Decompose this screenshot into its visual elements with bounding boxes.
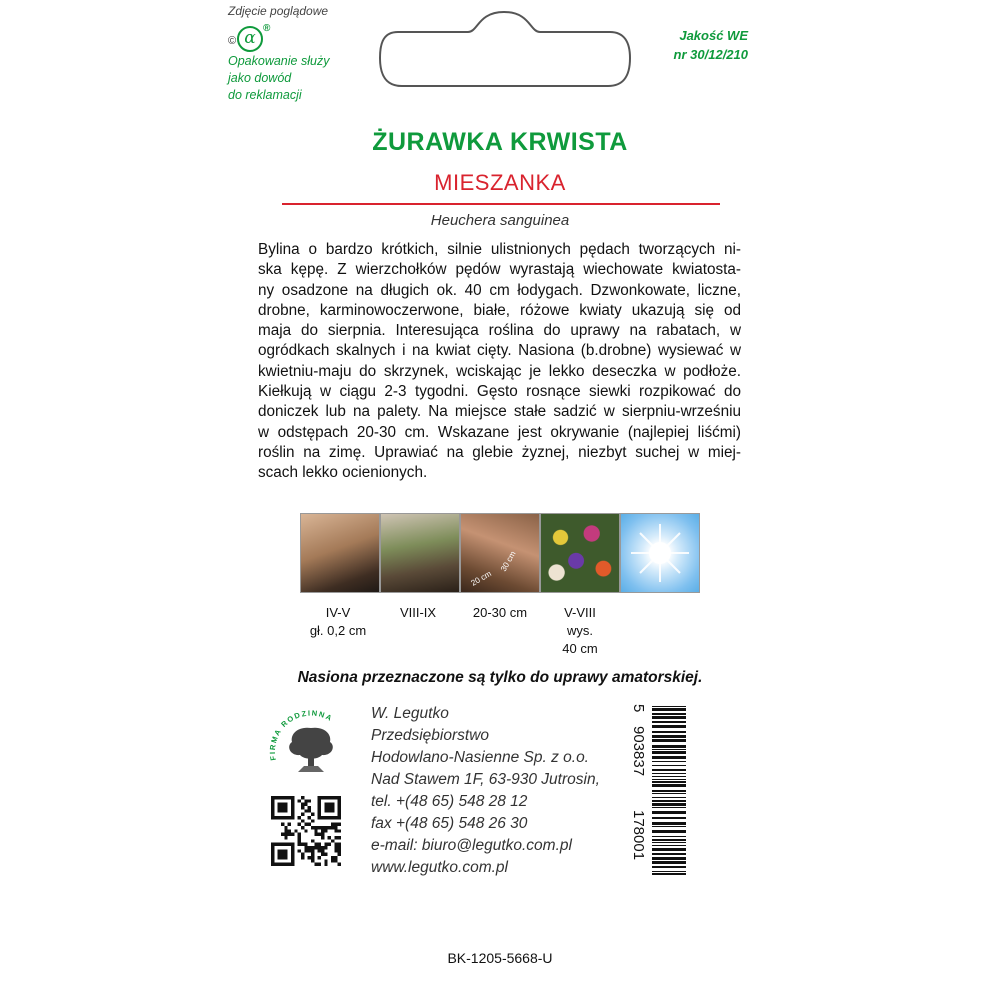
sowing-photo (300, 513, 380, 593)
description-line: doniczek lub na palety. Na miejsce stałe sadzić w sierpniu-wrześniu (258, 403, 741, 421)
company-name: W. Legutko (371, 705, 449, 722)
description-line: scach lekko ocienionych. (258, 464, 428, 482)
ean-barcode (628, 702, 686, 878)
barcode-bar (652, 735, 686, 738)
barcode-bar (652, 800, 686, 802)
amateur-use-note: Nasiona przeznaczone są tylko do uprawy amatorskiej. (297, 669, 703, 686)
description-line: drobne, karminowoczerwone, białe, różowe kwiaty ukazują się od (258, 301, 741, 319)
family-company-logo (268, 700, 354, 780)
barcode-bar (652, 731, 686, 733)
barcode-bar (652, 725, 686, 728)
complaint-note (228, 53, 368, 104)
barcode-bar (652, 751, 686, 754)
barcode-bar (652, 853, 686, 855)
photo-note: Zdjęcie poglądowe (228, 4, 329, 18)
family-logo-text: FIRMA RODZINNA (268, 708, 335, 762)
barcode-bar (652, 749, 686, 750)
registered-mark: ® (263, 23, 271, 34)
barcode-bar (652, 708, 686, 711)
barcode-bar (652, 756, 686, 759)
barcode-bar (652, 836, 686, 837)
company-phone: tel. +(48 65) 548 28 12 (371, 793, 528, 810)
barcode-bar (652, 745, 686, 748)
company-address: Nad Stawem 1F, 63-930 Jutrosin, (371, 771, 600, 788)
barcode-bars (652, 706, 686, 875)
product-title: ŻURAWKA KRWISTA (372, 128, 628, 156)
title-divider (282, 203, 720, 205)
barcode-bar (652, 765, 686, 766)
sowing-label-line: gł. 0,2 cm (309, 623, 367, 638)
document-code: BK-1205-5668-U (447, 950, 553, 966)
flowers-photo (540, 513, 620, 593)
transplant-label (378, 604, 458, 622)
company-email: e-mail: biuro@legutko.com.pl (371, 837, 572, 854)
description-line: ny osadzone na długich ok. 40 cm łodygach. Dzwonkowate, liczne, (258, 281, 741, 299)
alpha-letter: α (237, 26, 263, 52)
barcode-bar (652, 769, 686, 771)
barcode-bar (652, 739, 686, 742)
company-type-2: Hodowlano-Nasienne Sp. z o.o. (371, 749, 589, 766)
product-subtitle: MIESZANKA (434, 170, 566, 195)
barcode-bar (652, 857, 686, 860)
description-line: w odstępach 20-30 cm. Wskazane jest okrywanie (najlepiej liśćmi) (258, 423, 741, 441)
flowering-label (540, 604, 620, 658)
barcode-bar (652, 830, 686, 833)
barcode-bar (652, 811, 686, 814)
barcode-bar (652, 842, 686, 843)
description-line: maja do sierpnia. Interesująca roślina do uprawy na rabatach, w (258, 322, 741, 340)
barcode-bar (652, 779, 686, 780)
barcode-bar (652, 873, 686, 875)
alpha-logo (228, 23, 288, 52)
qr-code (270, 796, 342, 866)
quality-note-line: nr 30/12/210 (673, 47, 748, 62)
barcode-bar (652, 793, 686, 794)
description-line: kwietniu-maju do skrzynek, wciskając je lekko deseczka w podłoże. (258, 362, 741, 380)
barcode-bar (652, 839, 686, 841)
sowing-label-line: IV-V (325, 605, 351, 620)
barcode-bar (652, 784, 686, 787)
barcode-bar (652, 803, 686, 806)
barcode-bar (652, 797, 686, 798)
barcode-bar (652, 866, 686, 868)
description-line: roślin na zimę. Uprawiać na glebie żyznej, niezbyt suchej w miej- (258, 443, 741, 461)
spacing-photo (460, 513, 540, 593)
description (258, 240, 741, 484)
barcode-bar (652, 861, 686, 864)
barcode-bar (652, 773, 686, 774)
barcode-bar (652, 776, 686, 777)
complaint-note-line: Opakowanie służy (228, 54, 330, 68)
company-website: www.legutko.com.pl (371, 859, 508, 876)
quality-note (674, 26, 748, 64)
barcode-bar (652, 822, 686, 825)
barcode-bar (652, 721, 686, 723)
company-fax: fax +(48 65) 548 26 30 (371, 815, 528, 832)
description-line: ska kępę. Z wierzchołków pędów wyrastają wiechowate kwiatosta- (258, 261, 741, 279)
barcode-bar (652, 871, 686, 872)
latin-name: Heuchera sanguinea (430, 212, 570, 229)
spacing-label (460, 604, 540, 622)
barcode-bar (652, 706, 686, 707)
description-line: Kiełkują w ciągu 2-3 tygodni. Gęsto rosnące siewki rozpikować do (258, 383, 741, 401)
barcode-bar (652, 848, 686, 851)
spacing-mark-20: 20 cm (469, 569, 493, 588)
quality-note-line: Jakość WE (679, 28, 748, 43)
flowering-label-line: 40 cm (562, 641, 598, 656)
description-line: ogródkach skalnych i na kwiat cięty. Nasiona (b.drobne) wysiewać w (258, 342, 741, 360)
barcode-digits-left: 903837 (630, 726, 647, 777)
barcode-bar (652, 845, 686, 846)
barcode-bar (652, 781, 686, 783)
spacing-mark-30: 30 cm (498, 549, 518, 573)
company-type: Przedsiębiorstwo (371, 727, 490, 744)
barcode-bar (652, 716, 686, 719)
company-info (371, 703, 631, 879)
barcode-digits-right: 178001 (630, 810, 647, 861)
sun-exposure-icon (620, 513, 700, 593)
barcode-bar (652, 807, 686, 808)
barcode-bar (652, 761, 686, 762)
flowering-label-line: wys. (567, 623, 593, 638)
barcode-bar (652, 790, 686, 792)
flowering-label-line: V-VIII (564, 605, 596, 620)
transplant-label-line: VIII-IX (399, 605, 437, 620)
hang-slot-outline (360, 0, 650, 100)
barcode-bar (652, 817, 686, 819)
transplant-photo (380, 513, 460, 593)
barcode-bar (652, 826, 686, 827)
spacing-label-line: 20-30 cm (472, 605, 528, 620)
barcode-digit: 5 (630, 704, 647, 713)
complaint-note-line: do reklamacji (228, 88, 302, 102)
complaint-note-line: jako dowód (228, 71, 292, 85)
sowing-label (298, 604, 378, 640)
copyright-mark: © (228, 35, 237, 47)
barcode-bar (652, 713, 686, 715)
description-line: Bylina o bardzo krótkich, silnie ulistnionych pędach tworzących ni- (258, 241, 741, 258)
